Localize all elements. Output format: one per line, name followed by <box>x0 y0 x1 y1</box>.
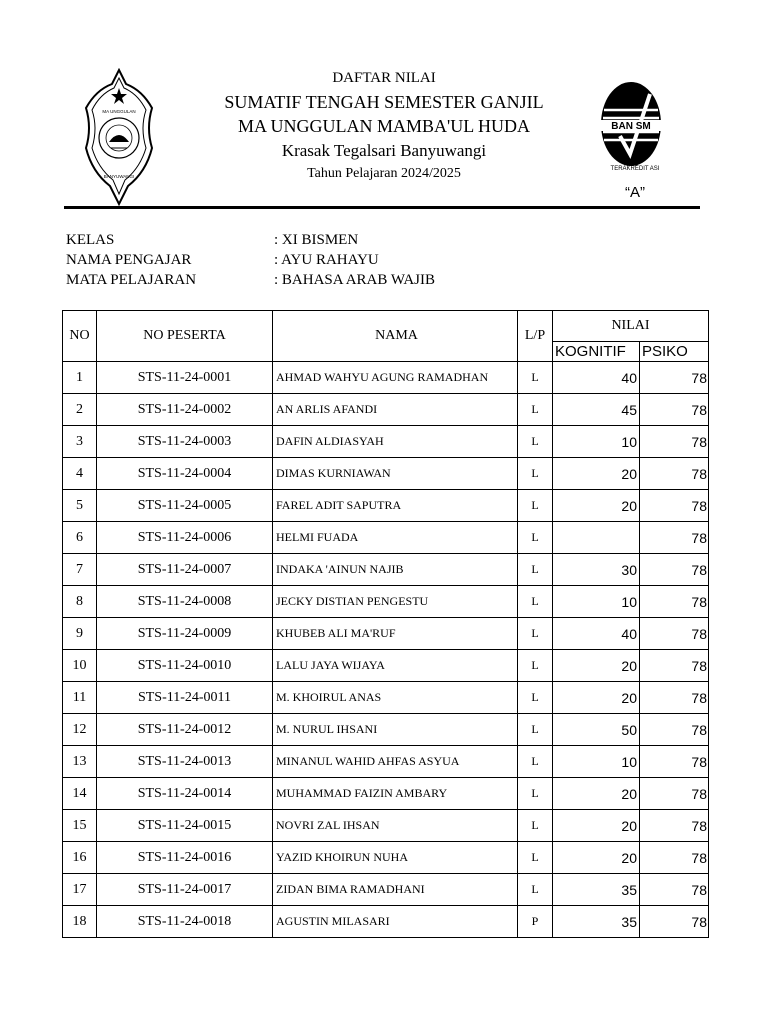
row-kognitif: 35 <box>553 874 640 906</box>
row-no: 12 <box>63 714 97 746</box>
row-no: 17 <box>63 874 97 906</box>
grades-table <box>62 310 709 938</box>
row-no: 9 <box>63 618 97 650</box>
row-no-peserta: STS-11-24-0012 <box>97 714 273 746</box>
document-title: DAFTAR NILAI <box>332 70 436 86</box>
row-psiko: 78 <box>640 394 709 426</box>
row-kognitif: 20 <box>553 650 640 682</box>
row-psiko: 78 <box>640 714 709 746</box>
kelas-value: : XI BISMEN <box>274 232 359 248</box>
exam-title: SUMATIF TENGAH SEMESTER GANJIL <box>224 92 544 112</box>
row-nama: AHMAD WAHYU AGUNG RAMADHAN <box>273 362 518 394</box>
row-kognitif: 20 <box>553 490 640 522</box>
row-psiko: 78 <box>640 810 709 842</box>
row-lp: L <box>518 874 553 906</box>
row-no: 7 <box>63 554 97 586</box>
row-nama: AGUSTIN MILASARI <box>273 906 518 938</box>
table-row <box>63 682 709 714</box>
row-nama: JECKY DISTIAN PENGESTU <box>273 586 518 618</box>
row-no-peserta: STS-11-24-0011 <box>97 682 273 714</box>
row-kognitif: 10 <box>553 586 640 618</box>
row-no-peserta: STS-11-24-0007 <box>97 554 273 586</box>
row-psiko: 78 <box>640 842 709 874</box>
row-psiko: 78 <box>640 490 709 522</box>
table-row <box>63 810 709 842</box>
row-no: 16 <box>63 842 97 874</box>
row-no-peserta: STS-11-24-0014 <box>97 778 273 810</box>
row-no: 11 <box>63 682 97 714</box>
table-row <box>63 426 709 458</box>
row-nama: NOVRI ZAL IHSAN <box>273 810 518 842</box>
pengajar-value: : AYU RAHAYU <box>274 252 379 268</box>
row-nama: MINANUL WAHID AHFAS ASYUA <box>273 746 518 778</box>
row-kognitif: 35 <box>553 906 640 938</box>
row-no-peserta: STS-11-24-0006 <box>97 522 273 554</box>
ban-sm-logo-text: BAN SM <box>611 121 651 132</box>
row-psiko: 78 <box>640 618 709 650</box>
header-nilai: NILAI <box>553 311 709 342</box>
row-no: 5 <box>63 490 97 522</box>
row-no-peserta: STS-11-24-0004 <box>97 458 273 490</box>
row-no: 18 <box>63 906 97 938</box>
row-kognitif: 30 <box>553 554 640 586</box>
table-row <box>63 650 709 682</box>
row-psiko: 78 <box>640 522 709 554</box>
row-kognitif: 20 <box>553 458 640 490</box>
row-no: 15 <box>63 810 97 842</box>
table-row <box>63 586 709 618</box>
row-no: 2 <box>63 394 97 426</box>
header-psiko: PSIKO <box>640 342 709 362</box>
school-emblem-icon <box>82 68 156 206</box>
header-lp: L/P <box>518 311 553 362</box>
row-no-peserta: STS-11-24-0002 <box>97 394 273 426</box>
row-lp: L <box>518 650 553 682</box>
school-address: Krasak Tegalsari Banyuwangi <box>281 141 487 160</box>
class-info <box>66 230 566 290</box>
row-no-peserta: STS-11-24-0001 <box>97 362 273 394</box>
row-nama: HELMI FUADA <box>273 522 518 554</box>
row-psiko: 78 <box>640 746 709 778</box>
row-no-peserta: STS-11-24-0018 <box>97 906 273 938</box>
row-psiko: 78 <box>640 874 709 906</box>
row-lp: L <box>518 778 553 810</box>
row-nama: LALU JAYA WIJAYA <box>273 650 518 682</box>
row-nama: MUHAMMAD FAIZIN AMBARY <box>273 778 518 810</box>
table-header-row <box>63 311 709 342</box>
row-kognitif: 20 <box>553 810 640 842</box>
table-row <box>63 618 709 650</box>
row-no-peserta: STS-11-24-0016 <box>97 842 273 874</box>
academic-year: Tahun Pelajaran 2024/2025 <box>307 166 461 181</box>
row-kognitif: 10 <box>553 426 640 458</box>
row-no: 1 <box>63 362 97 394</box>
row-psiko: 78 <box>640 682 709 714</box>
row-lp: L <box>518 682 553 714</box>
table-row <box>63 842 709 874</box>
row-no: 13 <box>63 746 97 778</box>
header-no: NO <box>63 311 97 362</box>
table-row <box>63 394 709 426</box>
table-row <box>63 458 709 490</box>
row-kognitif: 45 <box>553 394 640 426</box>
row-nama: DIMAS KURNIAWAN <box>273 458 518 490</box>
row-lp: L <box>518 810 553 842</box>
row-nama: INDAKA 'AINUN NAJIB <box>273 554 518 586</box>
row-psiko: 78 <box>640 778 709 810</box>
school-name: MA UNGGULAN MAMBA'UL HUDA <box>237 116 531 136</box>
row-kognitif: 10 <box>553 746 640 778</box>
row-lp: L <box>518 618 553 650</box>
row-kognitif: 20 <box>553 778 640 810</box>
row-nama: M. NURUL IHSANI <box>273 714 518 746</box>
table-row <box>63 874 709 906</box>
table-row <box>63 490 709 522</box>
row-psiko: 78 <box>640 586 709 618</box>
row-kognitif: 50 <box>553 714 640 746</box>
row-lp: L <box>518 842 553 874</box>
table-row <box>63 362 709 394</box>
table-row <box>63 554 709 586</box>
row-no-peserta: STS-11-24-0008 <box>97 586 273 618</box>
info-kelas <box>66 230 566 250</box>
row-nama: M. KHOIRUL ANAS <box>273 682 518 714</box>
row-no-peserta: STS-11-24-0013 <box>97 746 273 778</box>
row-no: 6 <box>63 522 97 554</box>
row-nama: DAFIN ALDIASYAH <box>273 426 518 458</box>
header-kognitif: KOGNITIF <box>553 342 640 362</box>
row-psiko: 78 <box>640 554 709 586</box>
info-pengajar <box>66 250 566 270</box>
row-psiko: 78 <box>640 458 709 490</box>
header-no-peserta: NO PESERTA <box>97 311 273 362</box>
row-no-peserta: STS-11-24-0009 <box>97 618 273 650</box>
table-row <box>63 522 709 554</box>
row-kognitif: 20 <box>553 842 640 874</box>
row-nama: YAZID KHOIRUN NUHA <box>273 842 518 874</box>
accreditation-label: TERAKREDIT ASI <box>610 166 660 172</box>
row-no: 3 <box>63 426 97 458</box>
table-row <box>63 906 709 938</box>
table-row <box>63 746 709 778</box>
row-no-peserta: STS-11-24-0015 <box>97 810 273 842</box>
row-nama: FAREL ADIT SAPUTRA <box>273 490 518 522</box>
row-nama: KHUBEB ALI MA'RUF <box>273 618 518 650</box>
row-lp: L <box>518 362 553 394</box>
table-row <box>63 778 709 810</box>
row-lp: P <box>518 906 553 938</box>
row-lp: L <box>518 746 553 778</box>
emblem-top-text: MA UNGGULAN <box>102 109 136 114</box>
row-nama: ZIDAN BIMA RAMADHANI <box>273 874 518 906</box>
row-kognitif: 40 <box>553 362 640 394</box>
row-no-peserta: STS-11-24-0010 <box>97 650 273 682</box>
pengajar-label: NAMA PENGAJAR <box>66 252 192 268</box>
ban-sm-logo-icon <box>598 80 664 198</box>
header-nama: NAMA <box>273 311 518 362</box>
row-lp: L <box>518 522 553 554</box>
row-lp: L <box>518 394 553 426</box>
row-no: 14 <box>63 778 97 810</box>
mapel-label: MATA PELAJARAN <box>66 272 197 288</box>
kelas-label: KELAS <box>66 232 115 248</box>
row-lp: L <box>518 714 553 746</box>
row-lp: L <box>518 490 553 522</box>
emblem-bottom-text: BANYUWANGI <box>103 174 135 179</box>
row-lp: L <box>518 586 553 618</box>
row-kognitif <box>553 522 640 554</box>
accreditation-grade: “A” <box>625 184 645 201</box>
row-kognitif: 40 <box>553 618 640 650</box>
row-psiko: 78 <box>640 650 709 682</box>
row-no: 4 <box>63 458 97 490</box>
row-psiko: 78 <box>640 426 709 458</box>
row-no-peserta: STS-11-24-0005 <box>97 490 273 522</box>
row-no: 8 <box>63 586 97 618</box>
header-divider <box>64 206 700 209</box>
row-no-peserta: STS-11-24-0017 <box>97 874 273 906</box>
row-psiko: 78 <box>640 362 709 394</box>
row-no: 10 <box>63 650 97 682</box>
row-lp: L <box>518 458 553 490</box>
row-nama: AN ARLIS AFANDI <box>273 394 518 426</box>
row-no-peserta: STS-11-24-0003 <box>97 426 273 458</box>
mapel-value: : BAHASA ARAB WAJIB <box>274 272 436 288</box>
row-lp: L <box>518 426 553 458</box>
row-psiko: 78 <box>640 906 709 938</box>
row-kognitif: 20 <box>553 682 640 714</box>
info-mapel <box>66 270 566 290</box>
table-row <box>63 714 709 746</box>
row-lp: L <box>518 554 553 586</box>
